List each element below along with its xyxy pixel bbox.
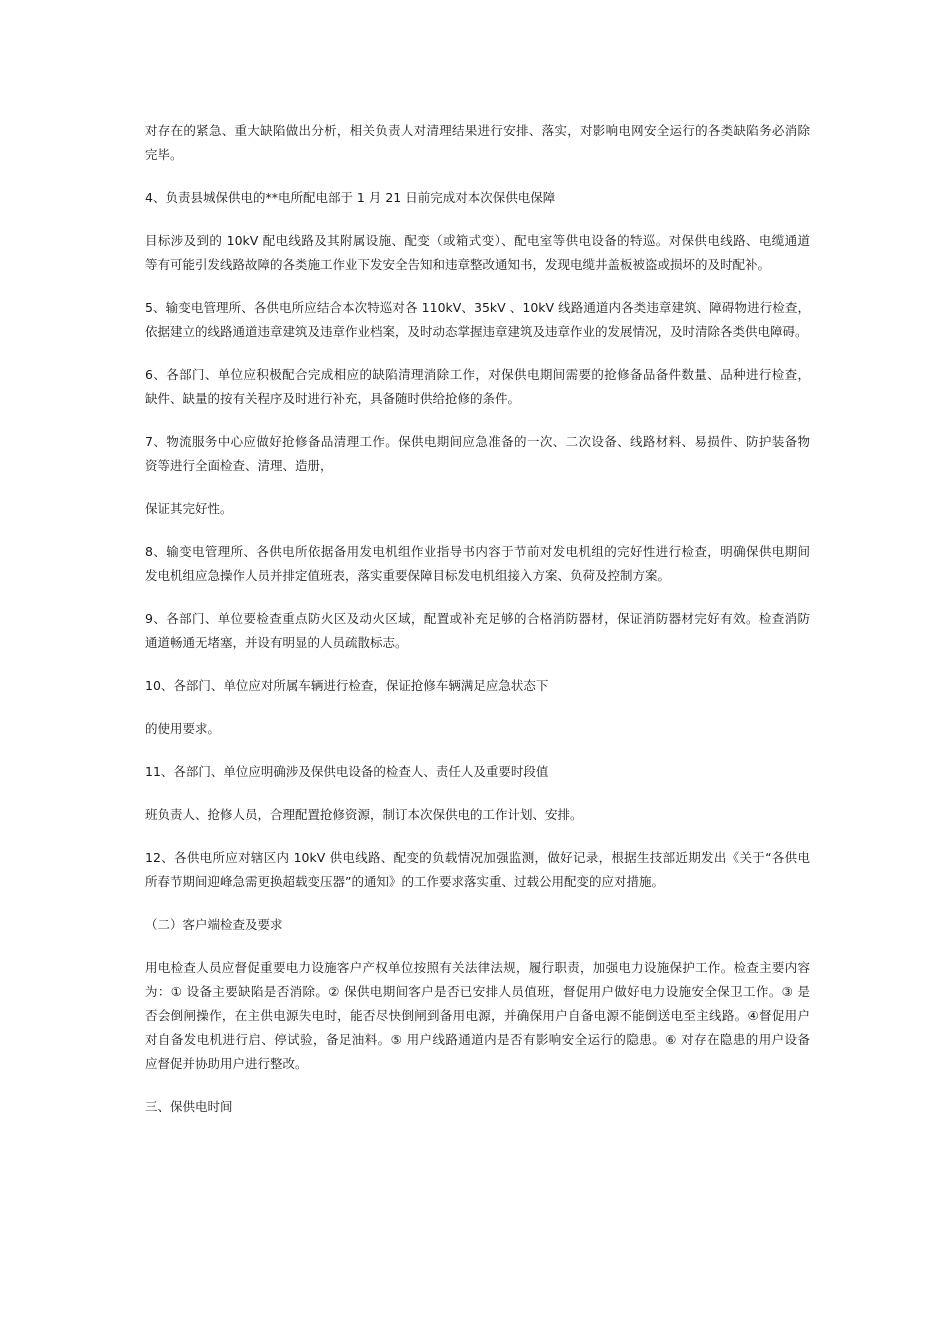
paragraph-p11 [145, 760, 810, 784]
paragraph-line: 通道畅通无堵塞，并设有明显的人员疏散标志。 [145, 635, 408, 650]
paragraph-line: 5、输变电管理所、各供电所应结合本次特巡对各 110kV、35kV 、10kV 线路通道内各类违章建筑、障碍物进行检查， [145, 300, 810, 315]
paragraph-line: 10、各部门、单位应对所属车辆进行检查，保证抢修车辆满足应急状态下 [145, 678, 549, 693]
paragraph-line: 9、各部门、单位要检查重点防火区及动火区域，配置或补充足够的合格消防器材，保证消防器材完好有效。检查消防 [145, 611, 810, 626]
paragraph-line: 三、保供电时间 [145, 1099, 233, 1114]
paragraph-line: 的使用要求。 [145, 721, 221, 736]
paragraph-line: 对自备发电机进行启、停试验，备足油料。⑤ 用户线路通道内是否有影响安全运行的隐患。⑥ 对存在隐患的用户设备 [145, 1032, 810, 1047]
paragraph-line: 等有可能引发线路故障的各类施工作业下发安全告知和违章整改通知书，发现电缆井盖板被盗或损坏的及时配补。 [145, 257, 771, 272]
paragraph-line: 完毕。 [145, 147, 183, 162]
paragraph-line: 6、各部门、单位应积极配合完成相应的缺陷清理消除工作，对保供电期间需要的抢修备品备件数量、品种进行检查， [145, 367, 810, 382]
paragraph-line: 应督促并协助用户进行整改。 [145, 1056, 308, 1071]
paragraph-line: 7、物流服务中心应做好抢修备品清理工作。保供电期间应急准备的一次、二次设备、线路材料、易损件、防护装备物 [145, 434, 810, 449]
paragraph-line: 依据建立的线路通道违章建筑及违章作业档案，及时动态掌握违章建筑及违章作业的发展情况，及时清除各类供电障碍。 [145, 324, 808, 339]
paragraph-p9 [145, 607, 810, 655]
paragraph-line: 发电机组应急操作人员并排定值班表，落实重要保障目标发电机组接入方案、负荷及控制方案。 [145, 568, 671, 583]
paragraph-line: 缺件、缺量的按有关程序及时进行补充，具备随时供给抢修的条件。 [145, 391, 521, 406]
paragraph-line: 班负责人、抢修人员，合理配置抢修资源，制订本次保供电的工作计划、安排。 [145, 807, 583, 822]
paragraph-p6 [145, 363, 810, 411]
paragraph-line: 对存在的紧急、重大缺陷做出分析，相关负责人对清理结果进行安排、落实，对影响电网安全运行的各类缺陷务必消除 [145, 123, 810, 138]
paragraph-line: 12、各供电所应对辖区内 10kV 供电线路、配变的负载情况加强监测，做好记录，根据生技部近期发出《关于“各供电 [145, 850, 810, 865]
paragraph-p5 [145, 296, 810, 344]
document-body [145, 119, 810, 1138]
paragraph-p-cont [145, 119, 810, 167]
paragraph-p7 [145, 430, 810, 478]
paragraph-p4-body [145, 229, 810, 277]
paragraph-line: （二）客户端检查及要求 [145, 917, 283, 932]
paragraph-line: 资等进行全面检查、清理、造册， [145, 458, 333, 473]
paragraph-line: 所春节期间迎峰急需更换超载变压器”的通知》的工作要求落实重、过载公用配变的应对措施。 [145, 874, 664, 889]
paragraph-line: 4、负责县城保供电的**电所配电部于 1 月 21 日前完成对本次保供电保障 [145, 190, 556, 205]
paragraph-line: 用电检查人员应督促重要电力设施客户产权单位按照有关法律法规，履行职责，加强电力设施保护工作。检查主要内容 [145, 960, 810, 975]
paragraph-line: 保证其完好性。 [145, 501, 233, 516]
paragraph-p4-head [145, 186, 810, 210]
paragraph-line: 8、输变电管理所、各供电所依据备用发电机组作业指导书内容于节前对发电机组的完好性进行检查，明确保供电期间 [145, 544, 810, 559]
paragraph-p12 [145, 846, 810, 894]
paragraph-sec3 [145, 1095, 810, 1119]
paragraph-p8 [145, 540, 810, 588]
paragraph-sec2-body [145, 956, 810, 1076]
paragraph-sec2 [145, 913, 810, 937]
paragraph-line: 否会倒闸操作，在主供电源失电时，能否尽快倒闸到备用电源，并确保用户自备电源不能倒送电至主线路。④督促用户 [145, 1008, 810, 1023]
paragraph-line: 为：① 设备主要缺陷是否消除。② 保供电期间客户是否已安排人员值班，督促用户做好电力设施安全保卫工作。③ 是 [145, 984, 810, 999]
paragraph-p10-cont [145, 717, 810, 741]
paragraph-p10 [145, 674, 810, 698]
paragraph-line: 11、各部门、单位应明确涉及保供电设备的检查人、责任人及重要时段值 [145, 764, 549, 779]
paragraph-line: 目标涉及到的 10kV 配电线路及其附属设施、配变（或箱式变）、配电室等供电设备的特巡。对保供电线路、电缆通道 [145, 233, 810, 248]
paragraph-p7-cont [145, 497, 810, 521]
paragraph-p11-cont [145, 803, 810, 827]
